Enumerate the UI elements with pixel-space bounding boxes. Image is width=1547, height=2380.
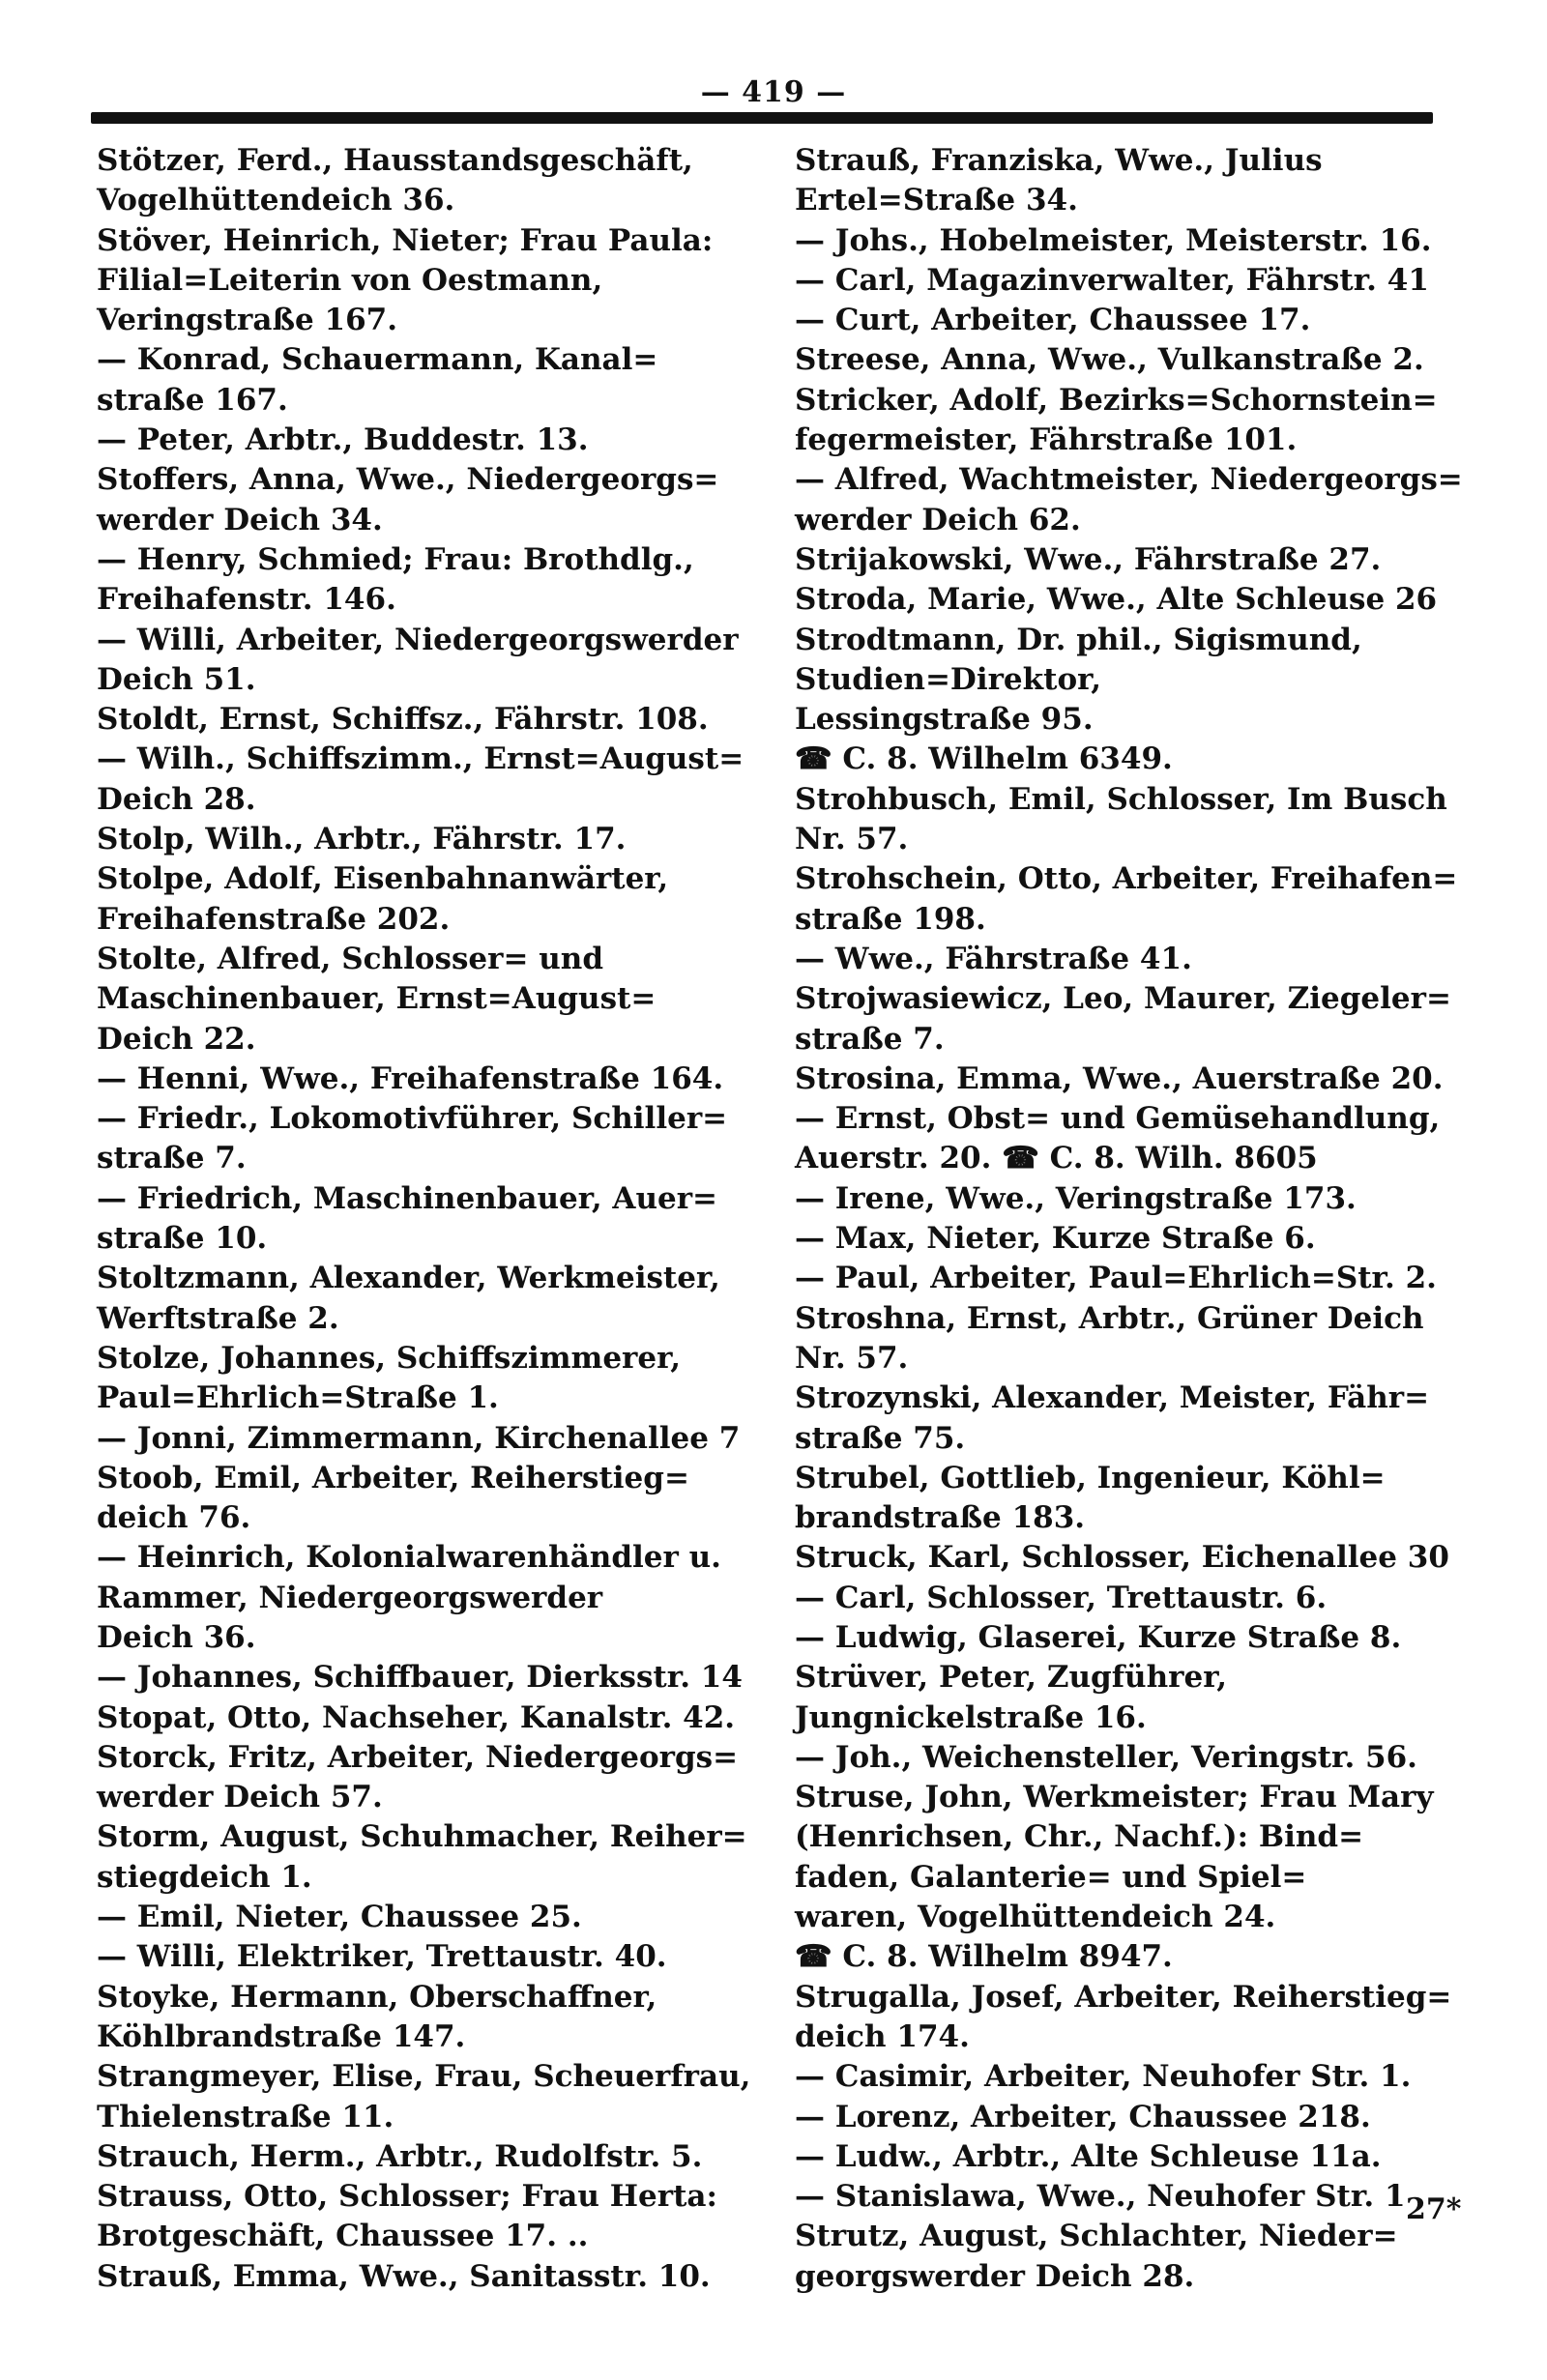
directory-entry	[795, 1538, 1462, 1578]
entry-line: Rammer, Niedergeorgswerder	[97, 1580, 603, 1615]
entry-line: Deich 22.	[97, 1021, 256, 1057]
directory-entry	[97, 1099, 754, 1179]
page-number: — 419 —	[700, 75, 847, 109]
directory-entry	[97, 1658, 754, 1698]
directory-entry	[795, 221, 1462, 261]
entry-line: — Emil, Nieter, Chaussee 25.	[97, 1900, 582, 1935]
entry-line: straße 10.	[97, 1221, 268, 1257]
directory-entry	[795, 2098, 1462, 2137]
directory-entry	[795, 460, 1462, 540]
entry-line: Strubel, Gottlieb, Ingenieur, Köhl=	[795, 1460, 1386, 1495]
directory-entry	[795, 2177, 1462, 2217]
directory-entry	[97, 1419, 754, 1459]
entry-line: Struck, Karl, Schlosser, Eichenallee 30	[795, 1540, 1449, 1576]
entry-line: Paul=Ehrlich=Straße 1.	[97, 1380, 499, 1416]
entry-line: Strüver, Peter, Zugführer,	[795, 1660, 1228, 1696]
directory-entry	[97, 1538, 754, 1658]
entry-line: Strijakowski, Wwe., Fährstraße 27.	[795, 541, 1382, 577]
directory-entry	[795, 2057, 1462, 2097]
entry-line: — Irene, Wwe., Veringstraße 173.	[795, 1180, 1357, 1216]
directory-entry	[795, 340, 1462, 380]
directory-entry	[97, 1259, 754, 1339]
directory-entry	[795, 141, 1462, 221]
directory-entry	[97, 1937, 754, 1977]
directory-entry	[97, 859, 754, 940]
entry-line: fegermeister, Fährstraße 101.	[795, 422, 1298, 458]
left-column	[97, 141, 754, 2297]
entry-line: Lessingstraße 95.	[795, 702, 1094, 738]
directory-entry	[97, 141, 754, 221]
entry-line: Strugalla, Josef, Arbeiter, Reiherstieg=	[795, 1979, 1452, 2015]
directory-entry	[795, 1379, 1462, 1459]
entry-line: Ertel=Straße 34.	[795, 183, 1078, 218]
directory-entry	[97, 740, 754, 820]
entry-line: Storm, August, Schuhmacher, Reiher=	[97, 1819, 747, 1855]
entry-line: Vogelhüttendeich 36.	[97, 183, 455, 218]
entry-line: faden, Galanterie= und Spiel=	[795, 1859, 1307, 1895]
entry-line: Deich 28.	[97, 781, 256, 817]
entry-line: — Paul, Arbeiter, Paul=Ehrlich=Str. 2.	[795, 1261, 1437, 1296]
entry-line: Strohbusch, Emil, Schlosser, Im Busch	[795, 781, 1447, 817]
entry-line: ☎ C. 8. Wilhelm 8947.	[795, 1939, 1173, 1975]
entry-line: Veringstraße 167.	[97, 303, 398, 338]
directory-entry	[97, 2057, 754, 2137]
entry-line: straße 167.	[97, 382, 288, 418]
directory-entry	[97, 940, 754, 1059]
entry-line: — Casimir, Arbeiter, Neuhofer Str. 1.	[795, 2059, 1412, 2095]
directory-entry	[795, 1099, 1462, 1179]
entry-line: Stoyke, Hermann, Oberschaffner,	[97, 1979, 657, 2015]
directory-entry	[795, 261, 1462, 301]
directory-entry	[795, 301, 1462, 340]
entry-line: — Lorenz, Arbeiter, Chaussee 218.	[795, 2099, 1371, 2134]
entry-line: — Heinrich, Kolonialwarenhändler u.	[97, 1540, 721, 1576]
directory-entry	[795, 1778, 1462, 1977]
directory-entry	[97, 1698, 754, 1738]
directory-entry	[795, 1299, 1462, 1379]
entry-line: deich 174.	[795, 2018, 970, 2054]
entry-line: Strauß, Franziska, Wwe., Julius	[795, 143, 1323, 178]
entry-line: — Willi, Arbeiter, Niedergeorgswerder	[97, 622, 739, 657]
entry-line: — Johannes, Schiffbauer, Dierksstr. 14	[97, 1660, 743, 1696]
directory-entry	[795, 580, 1462, 620]
directory-entry	[97, 2257, 754, 2297]
entry-line: straße 7.	[795, 1021, 945, 1057]
directory-entry	[795, 1618, 1462, 1658]
entry-line: Jungnickelstraße 16.	[795, 1699, 1147, 1735]
directory-entry	[97, 221, 754, 341]
directory-entry	[795, 1579, 1462, 1618]
entry-line: Storck, Fritz, Arbeiter, Niedergeorgs=	[97, 1739, 739, 1775]
directory-entry	[795, 1738, 1462, 1778]
entry-line: — Peter, Arbtr., Buddestr. 13.	[97, 422, 589, 458]
entry-line: — Alfred, Wachtmeister, Niedergeorgs=	[795, 462, 1463, 498]
entry-line: Stolze, Johannes, Schiffszimmerer,	[97, 1340, 681, 1376]
entry-line: ☎ C. 8. Wilhelm 6349.	[795, 741, 1173, 777]
directory-entry	[97, 421, 754, 460]
entry-line: straße 7.	[97, 1141, 247, 1176]
entry-line: — Henry, Schmied; Frau: Brothdlg.,	[97, 541, 694, 577]
entry-line: Stolpe, Adolf, Eisenbahnanwärter,	[97, 861, 669, 897]
entry-line: Nr. 57.	[795, 1340, 909, 1376]
entry-line: Stötzer, Ferd., Hausstandsgeschäft,	[97, 143, 693, 178]
directory-entry	[97, 540, 754, 621]
directory-entry	[795, 540, 1462, 580]
entry-line: — Jonni, Zimmermann, Kirchenallee 7	[97, 1420, 741, 1456]
directory-entry	[795, 1978, 1462, 2058]
entry-line: — Ernst, Obst= und Gemüsehandlung,	[795, 1101, 1441, 1137]
entry-line: — Willi, Elektriker, Trettaustr. 40.	[97, 1939, 667, 1975]
entry-line: Strosina, Emma, Wwe., Auerstraße 20.	[795, 1060, 1444, 1096]
entry-line: — Konrad, Schauermann, Kanal=	[97, 342, 658, 378]
directory-entry	[795, 2137, 1462, 2177]
entry-line: Strangmeyer, Elise, Frau, Scheuerfrau,	[97, 2059, 751, 2095]
entry-line: Stroshna, Ernst, Arbtr., Grüner Deich	[795, 1300, 1424, 1336]
directory-entry	[795, 940, 1462, 979]
directory-entry	[97, 460, 754, 540]
entry-line: Stolp, Wilh., Arbtr., Fährstr. 17.	[97, 822, 627, 857]
entry-line: Köhlbrandstraße 147.	[97, 2018, 466, 2054]
entry-line: Stoffers, Anna, Wwe., Niedergeorgs=	[97, 462, 719, 498]
entry-line: — Max, Nieter, Kurze Straße 6.	[795, 1221, 1316, 1257]
entry-line: stiegdeich 1.	[97, 1859, 312, 1895]
directory-entry	[795, 621, 1462, 780]
header-rule	[91, 112, 1433, 124]
entry-line: Stoldt, Ernst, Schiffsz., Fährstr. 108.	[97, 702, 709, 738]
entry-line: Studien=Direktor,	[795, 661, 1101, 697]
entry-line: — Carl, Schlosser, Trettaustr. 6.	[795, 1580, 1328, 1615]
entry-line: Werftstraße 2.	[97, 1300, 339, 1336]
directory-entry	[795, 1259, 1462, 1298]
directory-entry	[795, 1179, 1462, 1219]
directory-entry	[795, 381, 1462, 461]
directory-entry	[97, 621, 754, 701]
entry-line: Filial=Leiterin von Oestmann,	[97, 262, 603, 298]
entry-line: — Wwe., Fährstraße 41.	[795, 941, 1192, 976]
entry-line: Strodtmann, Dr. phil., Sigismund,	[795, 622, 1362, 657]
directory-entry	[97, 340, 754, 421]
directory-entry	[795, 1459, 1462, 1539]
entry-line: Stoob, Emil, Arbeiter, Reiherstieg=	[97, 1460, 689, 1495]
entry-line: Strauss, Otto, Schlosser; Frau Herta:	[97, 2179, 717, 2215]
directory-entry	[795, 2217, 1462, 2297]
entry-line: Strozynski, Alexander, Meister, Fähr=	[795, 1380, 1430, 1416]
entry-line: — Friedrich, Maschinenbauer, Auer=	[97, 1180, 718, 1216]
entry-line: — Wilh., Schiffszimm., Ernst=August=	[97, 741, 744, 777]
entry-line: Deich 36.	[97, 1619, 256, 1655]
entry-line: Stoltzmann, Alexander, Werkmeister,	[97, 1261, 720, 1296]
entry-line: Nr. 57.	[795, 822, 909, 857]
entry-line: Deich 51.	[97, 661, 256, 697]
entry-line: Freihafenstraße 202.	[97, 901, 451, 937]
entry-line: straße 75.	[795, 1420, 966, 1456]
entry-line: — Joh., Weichensteller, Veringstr. 56.	[795, 1739, 1417, 1775]
signature-mark: 27*	[1406, 2192, 1462, 2226]
directory-entry	[97, 820, 754, 859]
entry-line: straße 198.	[795, 901, 986, 937]
entry-line: Strauch, Herm., Arbtr., Rudolfstr. 5.	[97, 2138, 703, 2174]
directory-entry	[795, 1658, 1462, 1738]
entry-line: — Stanislawa, Wwe., Neuhofer Str. 1	[795, 2179, 1406, 2215]
entry-line: Stolte, Alfred, Schlosser= und	[97, 941, 604, 976]
directory-entry	[795, 780, 1462, 860]
directory-entry	[795, 979, 1462, 1059]
directory-entry	[97, 1817, 754, 1898]
directory-entry	[97, 1459, 754, 1539]
entry-line: Maschinenbauer, Ernst=August=	[97, 981, 657, 1017]
entry-line: Strojwasiewicz, Leo, Maurer, Ziegeler=	[795, 981, 1451, 1017]
directory-entry	[97, 1339, 754, 1419]
entry-line: Stopat, Otto, Nachseher, Kanalstr. 42.	[97, 1699, 736, 1735]
entry-line: — Henni, Wwe., Freihafenstraße 164.	[97, 1060, 724, 1096]
directory-entry	[97, 2137, 754, 2177]
entry-line: — Ludwig, Glaserei, Kurze Straße 8.	[795, 1619, 1402, 1655]
entry-line: waren, Vogelhüttendeich 24.	[795, 1900, 1276, 1935]
directory-entry	[97, 700, 754, 740]
directory-entry	[97, 1898, 754, 1937]
entry-line: werder Deich 62.	[795, 502, 1081, 537]
entry-line: georgswerder Deich 28.	[795, 2258, 1195, 2294]
directory-entry	[795, 859, 1462, 940]
directory-entry	[97, 1738, 754, 1818]
entry-line: brandstraße 183.	[795, 1500, 1086, 1536]
entry-line: — Friedr., Lokomotivführer, Schiller=	[97, 1101, 728, 1137]
directory-entry	[97, 1978, 754, 2058]
entry-line: Thielenstraße 11.	[97, 2099, 394, 2134]
entry-line: — Johs., Hobelmeister, Meisterstr. 16.	[795, 222, 1432, 258]
entry-line: Freihafenstr. 146.	[97, 582, 396, 618]
entry-line: werder Deich 34.	[97, 502, 383, 537]
entry-line: Streese, Anna, Wwe., Vulkanstraße 2.	[795, 342, 1424, 378]
directory-entry	[97, 1179, 754, 1260]
entry-line: — Curt, Arbeiter, Chaussee 17.	[795, 303, 1311, 338]
directory-entry	[795, 1059, 1462, 1099]
entry-line: Strohschein, Otto, Arbeiter, Freihafen=	[795, 861, 1458, 897]
entry-line: werder Deich 57.	[97, 1780, 383, 1815]
entry-line: Stricker, Adolf, Bezirks=Schornstein=	[795, 382, 1438, 418]
entry-line: Stöver, Heinrich, Nieter; Frau Paula:	[97, 222, 714, 258]
entry-line: — Ludw., Arbtr., Alte Schleuse 11a.	[795, 2138, 1382, 2174]
entry-line: Strutz, August, Schlachter, Nieder=	[795, 2219, 1398, 2254]
entry-line: Strauß, Emma, Wwe., Sanitasstr. 10.	[97, 2258, 711, 2294]
directory-entry	[97, 1059, 754, 1099]
entry-line: Auerstr. 20. ☎ C. 8. Wilh. 8605	[795, 1141, 1318, 1176]
entry-line: Stroda, Marie, Wwe., Alte Schleuse 26	[795, 582, 1438, 618]
entry-line: (Henrichsen, Chr., Nachf.): Bind=	[795, 1819, 1364, 1855]
entry-line: Struse, John, Werkmeister; Frau Mary	[795, 1780, 1434, 1815]
entry-line: — Carl, Magazinverwalter, Fährstr. 41	[795, 262, 1429, 298]
right-column	[795, 141, 1462, 2297]
entry-line: Brotgeschäft, Chaussee 17. ..	[97, 2219, 589, 2254]
entry-line: deich 76.	[97, 1500, 251, 1536]
directory-entry	[97, 2177, 754, 2257]
directory-entry	[795, 1219, 1462, 1259]
